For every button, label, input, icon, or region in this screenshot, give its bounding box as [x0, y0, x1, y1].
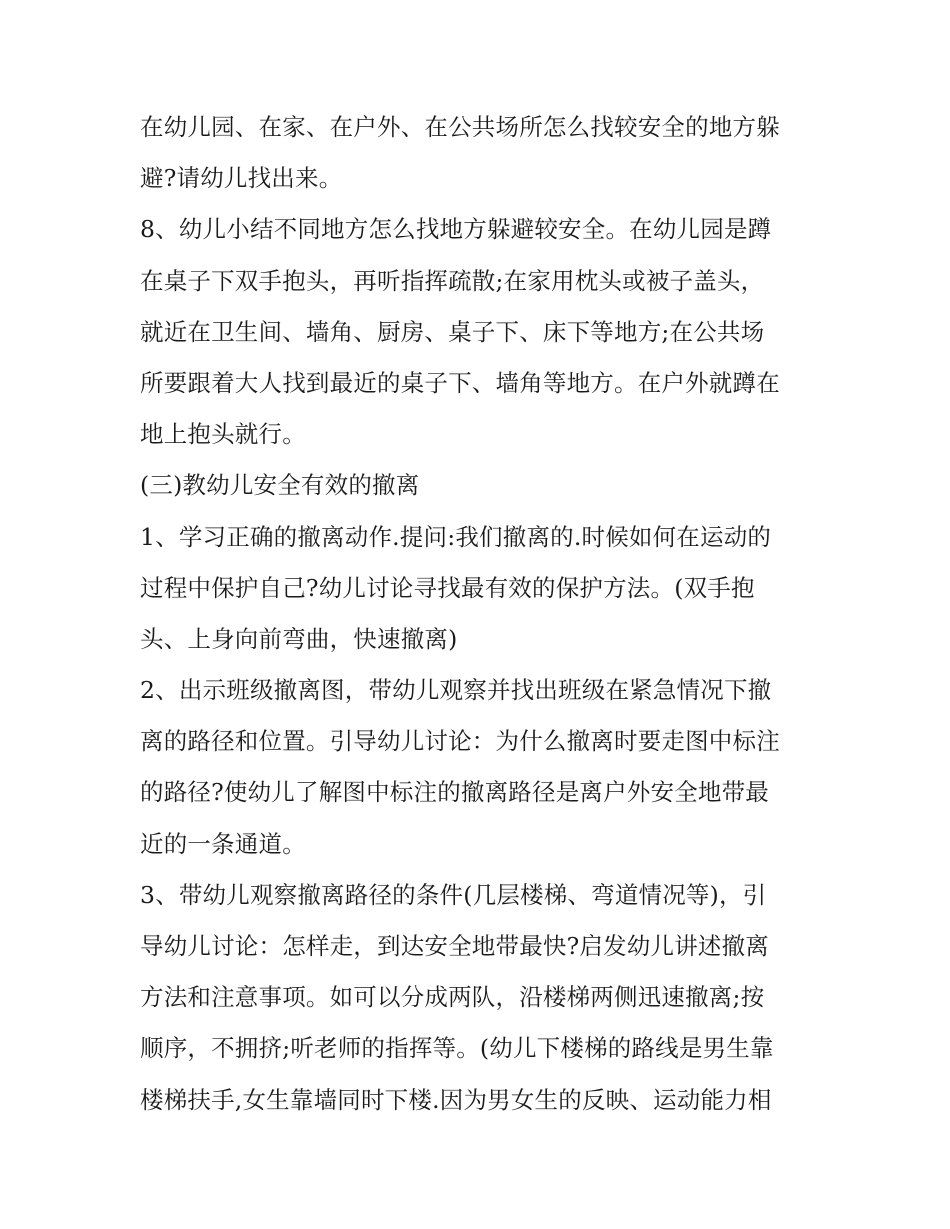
text-line: 过程中保护自己?幼儿讨论寻找最有效的保护方法。(双手抱	[140, 573, 755, 602]
text-line: 就近在卫生间、墙角、厨房、桌子下、床下等地方;在公共场	[140, 317, 765, 346]
text-line: 避?请幼儿找出来。	[140, 164, 343, 193]
text-line: 所要跟着大人找到最近的桌子下、墙角等地方。在户外就蹲在	[140, 368, 780, 397]
text-line: 头、上身向前弯曲，快速撤离)	[140, 624, 458, 653]
text-line: 离的路径和位置。引导幼儿讨论：为什么撤离时要走图中标注	[140, 727, 780, 756]
text-line: 顺序，不拥挤;听老师的指挥等。(幼儿下楼梯的路线是男生靠	[140, 1034, 774, 1063]
text-line: 1、学习正确的撤离动作.提问:我们撤离的.时候如何在运动的	[140, 522, 772, 551]
text-line: 在桌子下双手抱头，再听指挥疏散;在家用枕头或被子盖头，	[140, 266, 765, 295]
section-heading: (三)教幼儿安全有效的撤离	[140, 471, 420, 500]
text-line: 导幼儿讨论：怎样走，到达安全地带最快?启发幼儿讲述撤离	[140, 932, 769, 960]
text-line: 地上抱头就行。	[140, 420, 306, 449]
text-line: 8、幼儿小结不同地方怎么找地方躲避较安全。在幼儿园是蹲	[140, 215, 772, 244]
text-line: 方法和注意事项。如可以分成两队，沿楼梯两侧迅速撤离;按	[140, 983, 765, 1012]
text-line: 2、出示班级撤离图，带幼儿观察并找出班级在紧急情况下撤	[140, 676, 772, 705]
text-line: 3、带幼儿观察撤离路径的条件(几层楼梯、弯道情况等)，引	[140, 880, 767, 909]
body-text	[140, 102, 820, 1126]
text-line: 的路径?使幼儿了解图中标注的撤离路径是离户外安全地带最	[140, 778, 769, 807]
text-line: 近的一条通道。	[140, 829, 306, 858]
text-line: 在幼儿园、在家、在户外、在公共场所怎么找较安全的地方躲	[140, 113, 780, 141]
text-line: 楼梯扶手,女生靠墙同时下楼.因为男女生的反映、运动能力相	[140, 1085, 772, 1114]
